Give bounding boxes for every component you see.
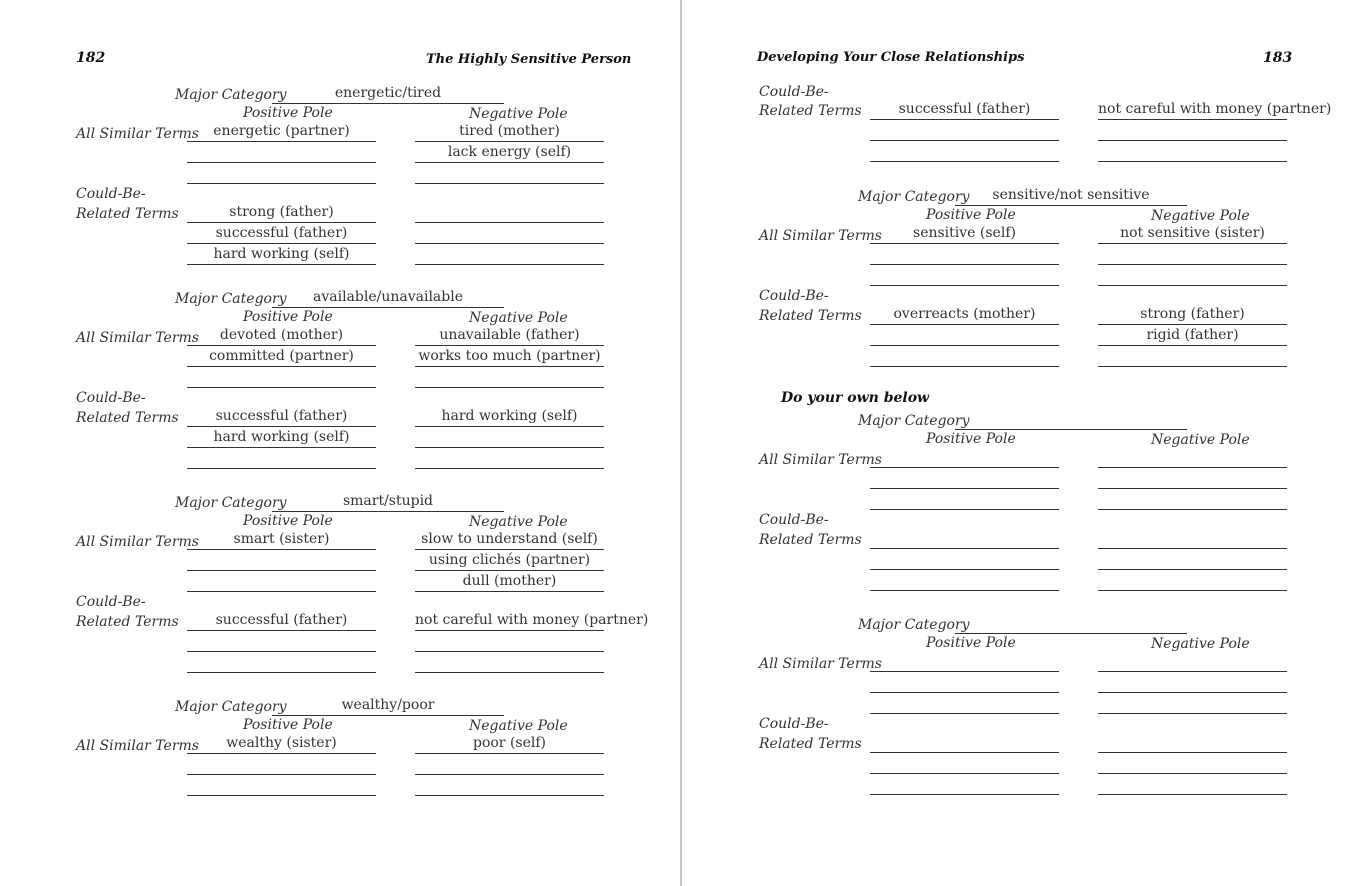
related-positive-entry: successful (father) bbox=[187, 224, 376, 244]
major-category-label: Major Category bbox=[175, 699, 287, 715]
related-positive-entry bbox=[187, 653, 376, 673]
major-category-label: Major Category bbox=[858, 617, 970, 633]
related-positive-entry: hard working (self) bbox=[187, 428, 376, 448]
could-be-label: Could-Be- bbox=[76, 186, 146, 202]
related-positive-entry: overreacts (mother) bbox=[870, 305, 1059, 325]
all-similar-terms-label: All Similar Terms bbox=[76, 534, 199, 550]
related-negative-entry bbox=[415, 224, 604, 244]
related-negative-entry: strong (father) bbox=[1098, 305, 1287, 325]
positive-pole-label: Positive Pole bbox=[243, 717, 333, 733]
similar-negative-entry bbox=[415, 776, 604, 796]
similar-positive-entry: wealthy (sister) bbox=[187, 734, 376, 754]
related-positive-entry bbox=[870, 529, 1059, 549]
major-category-value bbox=[955, 410, 1187, 430]
similar-positive-entry bbox=[870, 490, 1059, 510]
similar-positive-entry bbox=[870, 694, 1059, 714]
major-category-value: smart/stupid bbox=[272, 492, 504, 512]
could-be-label: Could-Be- bbox=[759, 84, 829, 100]
similar-negative-entry: unavailable (father) bbox=[415, 326, 604, 346]
similar-positive-entry bbox=[870, 673, 1059, 693]
related-terms-label: Related Terms bbox=[76, 614, 179, 630]
major-category-label: Major Category bbox=[175, 495, 287, 511]
similar-positive-entry bbox=[187, 776, 376, 796]
similar-positive-entry: sensitive (self) bbox=[870, 224, 1059, 244]
similar-positive-entry bbox=[187, 368, 376, 388]
could-be-label: Could-Be- bbox=[759, 288, 829, 304]
related-positive-entry bbox=[870, 550, 1059, 570]
major-category-label: Major Category bbox=[858, 413, 970, 429]
negative-pole-label: Negative Pole bbox=[469, 718, 568, 734]
similar-negative-entry: works too much (partner) bbox=[415, 347, 604, 367]
related-negative-entry bbox=[415, 653, 604, 673]
left-page-number: 182 bbox=[76, 50, 106, 66]
related-negative-entry bbox=[415, 203, 604, 223]
related-negative-entry bbox=[1098, 754, 1287, 774]
related-positive-entry bbox=[870, 571, 1059, 591]
negative-pole-label: Negative Pole bbox=[469, 514, 568, 530]
similar-positive-entry bbox=[187, 164, 376, 184]
related-negative-entry bbox=[415, 449, 604, 469]
similar-negative-entry bbox=[1098, 673, 1287, 693]
similar-positive-entry bbox=[870, 266, 1059, 286]
negative-pole-label: Negative Pole bbox=[1151, 636, 1250, 652]
related-terms-label: Related Terms bbox=[759, 532, 862, 548]
similar-negative-entry: slow to understand (self) bbox=[415, 530, 604, 550]
all-similar-terms-label: All Similar Terms bbox=[76, 738, 199, 754]
related-positive-entry: successful (father) bbox=[187, 407, 376, 427]
all-similar-terms-label: All Similar Terms bbox=[76, 330, 199, 346]
similar-negative-entry bbox=[415, 755, 604, 775]
related-negative-entry bbox=[1098, 347, 1287, 367]
similar-negative-entry bbox=[1098, 652, 1287, 672]
similar-negative-entry: using clichés (partner) bbox=[415, 551, 604, 571]
positive-pole-label: Positive Pole bbox=[243, 105, 333, 121]
related-negative-entry bbox=[415, 245, 604, 265]
similar-positive-entry: energetic (partner) bbox=[187, 122, 376, 142]
positive-pole-label: Positive Pole bbox=[926, 635, 1016, 651]
similar-positive-entry: devoted (mother) bbox=[187, 326, 376, 346]
related-positive-entry bbox=[870, 326, 1059, 346]
similar-negative-entry bbox=[1098, 694, 1287, 714]
negative-pole-label: Negative Pole bbox=[1151, 432, 1250, 448]
related-positive-entry bbox=[870, 754, 1059, 774]
related-negative-entry bbox=[415, 428, 604, 448]
similar-positive-entry: smart (sister) bbox=[187, 530, 376, 550]
could-be-label: Could-Be- bbox=[759, 716, 829, 732]
all-similar-terms-label: All Similar Terms bbox=[76, 126, 199, 142]
similar-positive-entry bbox=[870, 448, 1059, 468]
positive-pole-label: Positive Pole bbox=[243, 513, 333, 529]
related-positive-entry: successful (father) bbox=[870, 100, 1059, 120]
could-be-label: Could-Be- bbox=[759, 512, 829, 528]
similar-negative-entry: dull (mother) bbox=[415, 572, 604, 592]
related-negative-entry: hard working (self) bbox=[415, 407, 604, 427]
related-negative-entry bbox=[1098, 733, 1287, 753]
right-page-number: 183 bbox=[1263, 50, 1293, 66]
related-negative-entry: rigid (father) bbox=[1098, 326, 1287, 346]
similar-negative-entry bbox=[1098, 469, 1287, 489]
related-negative-entry bbox=[1098, 571, 1287, 591]
related-positive-entry bbox=[187, 632, 376, 652]
similar-negative-entry bbox=[1098, 448, 1287, 468]
related-negative-entry bbox=[1098, 529, 1287, 549]
similar-positive-entry: committed (partner) bbox=[187, 347, 376, 367]
related-negative-entry: not careful with money (partner) bbox=[1098, 100, 1287, 120]
positive-pole-label: Positive Pole bbox=[926, 207, 1016, 223]
related-negative-entry bbox=[415, 632, 604, 652]
could-be-label: Could-Be- bbox=[76, 390, 146, 406]
negative-pole-label: Negative Pole bbox=[469, 310, 568, 326]
related-negative-entry bbox=[1098, 775, 1287, 795]
similar-positive-entry bbox=[870, 652, 1059, 672]
do-your-own-heading: Do your own below bbox=[781, 390, 930, 406]
related-terms-label: Related Terms bbox=[759, 103, 862, 119]
similar-negative-entry: lack energy (self) bbox=[415, 143, 604, 163]
similar-positive-entry bbox=[187, 143, 376, 163]
similar-negative-entry bbox=[415, 164, 604, 184]
major-category-label: Major Category bbox=[858, 189, 970, 205]
major-category-value: energetic/tired bbox=[272, 84, 504, 104]
related-terms-label: Related Terms bbox=[76, 206, 179, 222]
similar-negative-entry bbox=[415, 368, 604, 388]
similar-positive-entry bbox=[187, 551, 376, 571]
similar-negative-entry bbox=[1098, 245, 1287, 265]
all-similar-terms-label: All Similar Terms bbox=[759, 228, 882, 244]
related-positive-entry: hard working (self) bbox=[187, 245, 376, 265]
major-category-label: Major Category bbox=[175, 291, 287, 307]
left-running-head: The Highly Sensitive Person bbox=[426, 52, 632, 67]
related-negative-entry: not careful with money (partner) bbox=[415, 611, 604, 631]
related-positive-entry: strong (father) bbox=[187, 203, 376, 223]
related-negative-entry bbox=[1098, 142, 1287, 162]
related-negative-entry bbox=[1098, 121, 1287, 141]
related-positive-entry bbox=[187, 449, 376, 469]
related-terms-label: Related Terms bbox=[759, 736, 862, 752]
could-be-label: Could-Be- bbox=[76, 594, 146, 610]
similar-negative-entry: poor (self) bbox=[415, 734, 604, 754]
major-category-label: Major Category bbox=[175, 87, 287, 103]
right-running-head: Developing Your Close Relationships bbox=[757, 50, 1025, 65]
similar-negative-entry: tired (mother) bbox=[415, 122, 604, 142]
major-category-value bbox=[955, 614, 1187, 634]
similar-positive-entry bbox=[870, 245, 1059, 265]
positive-pole-label: Positive Pole bbox=[243, 309, 333, 325]
similar-positive-entry bbox=[187, 755, 376, 775]
related-positive-entry bbox=[870, 347, 1059, 367]
all-similar-terms-label: All Similar Terms bbox=[759, 452, 882, 468]
related-terms-label: Related Terms bbox=[76, 410, 179, 426]
major-category-value: wealthy/poor bbox=[272, 696, 504, 716]
major-category-value: available/unavailable bbox=[272, 288, 504, 308]
similar-positive-entry bbox=[870, 469, 1059, 489]
similar-positive-entry bbox=[187, 572, 376, 592]
similar-negative-entry bbox=[1098, 266, 1287, 286]
similar-negative-entry bbox=[1098, 490, 1287, 510]
negative-pole-label: Negative Pole bbox=[469, 106, 568, 122]
major-category-value: sensitive/not sensitive bbox=[955, 186, 1187, 206]
page-gutter bbox=[680, 0, 682, 886]
related-positive-entry: successful (father) bbox=[187, 611, 376, 631]
related-negative-entry bbox=[1098, 550, 1287, 570]
positive-pole-label: Positive Pole bbox=[926, 431, 1016, 447]
negative-pole-label: Negative Pole bbox=[1151, 208, 1250, 224]
similar-negative-entry: not sensitive (sister) bbox=[1098, 224, 1287, 244]
related-positive-entry bbox=[870, 142, 1059, 162]
related-positive-entry bbox=[870, 121, 1059, 141]
related-terms-label: Related Terms bbox=[759, 308, 862, 324]
related-positive-entry bbox=[870, 733, 1059, 753]
related-positive-entry bbox=[870, 775, 1059, 795]
all-similar-terms-label: All Similar Terms bbox=[759, 656, 882, 672]
